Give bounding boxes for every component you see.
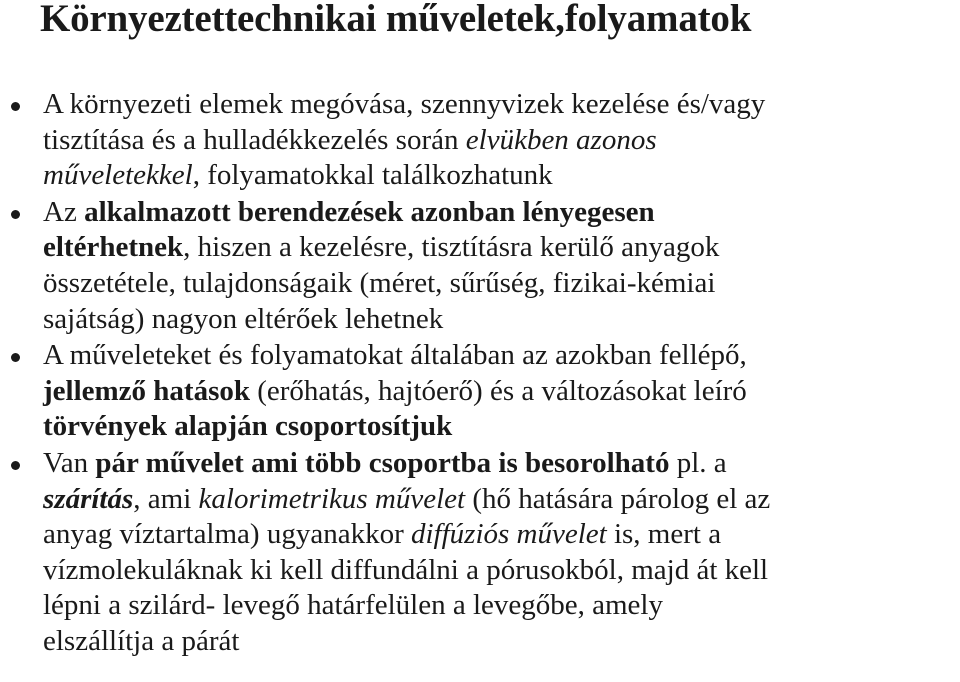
bullet-line: [43, 446, 960, 482]
bullet-item: [0, 87, 960, 194]
bullet-text: [43, 338, 960, 445]
emphasized-text: alkalmazott berendezések azonban lényegesen: [84, 195, 655, 228]
text-segment: A környezeti elemek megóvása, szennyvizek kezelése és/vagy: [43, 88, 766, 120]
bullet-item: [0, 338, 960, 445]
text-segment: sajátság) nagyon eltérőek lehetnek: [43, 302, 444, 335]
emphasized-text: szárítás: [43, 482, 134, 515]
text-segment: összetétele, tulajdonságaik (méret, sűrűség, fizikai-kémiai: [43, 266, 716, 299]
bullet-line: [43, 624, 960, 660]
bullet-text: [43, 446, 960, 660]
bullet-line: [43, 123, 960, 159]
emphasized-text: elvükben azonos: [465, 123, 657, 156]
bullet-line: [43, 266, 960, 302]
text-segment: anyag víztartalma) ugyanakkor: [43, 518, 411, 551]
text-segment: Van: [43, 446, 96, 479]
text-segment: pl. a: [669, 446, 727, 479]
text-segment: (hő hatására párolog el az: [465, 482, 771, 515]
text-segment: tisztítása és a hulladékkezelés során: [43, 123, 466, 156]
emphasized-text: jellemző hatások: [43, 374, 250, 407]
text-segment: vízmolekuláknak ki kell diffundálni a pórusokból, majd át kell: [43, 553, 769, 586]
bullet-line: [43, 409, 960, 445]
emphasized-text: törvények alapján csoportosítjuk: [43, 410, 453, 443]
bullet-text: [43, 87, 960, 194]
bullet-text: [43, 195, 960, 337]
emphasized-text: diffúziós művelet: [410, 518, 607, 551]
bullet-list: [0, 87, 960, 661]
emphasized-text: pár művelet ami több csoportba is besorolható: [95, 446, 670, 479]
bullet-item: [0, 446, 960, 660]
text-segment: elszállítja a párát: [43, 624, 240, 657]
text-segment: Az: [43, 195, 85, 228]
text-segment: lépni a szilárd- levegő határfelülen a levegőbe, amely: [43, 589, 663, 622]
slide-title: Környeztettechnikai műveletek,folyamatok: [40, 0, 752, 40]
bullet-line: [43, 482, 960, 518]
bullet-line: [43, 553, 960, 589]
text-segment: is, mert a: [606, 518, 722, 551]
emphasized-text: műveletekkel: [43, 159, 193, 192]
bullet-dot-icon: [11, 461, 20, 470]
text-segment: A műveleteket és folyamatokat általában az azokban fellépő,: [43, 339, 747, 372]
text-segment: (erőhatás, hajtóerő) és a változásokat leíró: [250, 374, 747, 407]
bullet-line: [43, 230, 960, 266]
bullet-item: [0, 195, 960, 337]
text-segment: , folyamatokkal találkozhatunk: [192, 159, 553, 192]
bullet-line: [43, 588, 960, 624]
bullet-dot-icon: [11, 102, 20, 111]
bullet-line: [43, 158, 960, 194]
bullet-line: [43, 517, 960, 553]
emphasized-text: eltérhetnek: [43, 231, 184, 264]
text-segment: , hiszen a kezelésre, tisztításra kerülő anyagok: [183, 231, 720, 264]
bullet-dot-icon: [11, 353, 20, 362]
text-segment: , ami: [133, 482, 199, 515]
bullet-line: [43, 338, 960, 374]
bullet-line: [43, 195, 960, 231]
emphasized-text: kalorimetrikus művelet: [198, 482, 466, 515]
bullet-line: [43, 87, 960, 123]
bullet-dot-icon: [11, 210, 20, 219]
bullet-line: [43, 374, 960, 410]
bullet-line: [43, 302, 960, 338]
